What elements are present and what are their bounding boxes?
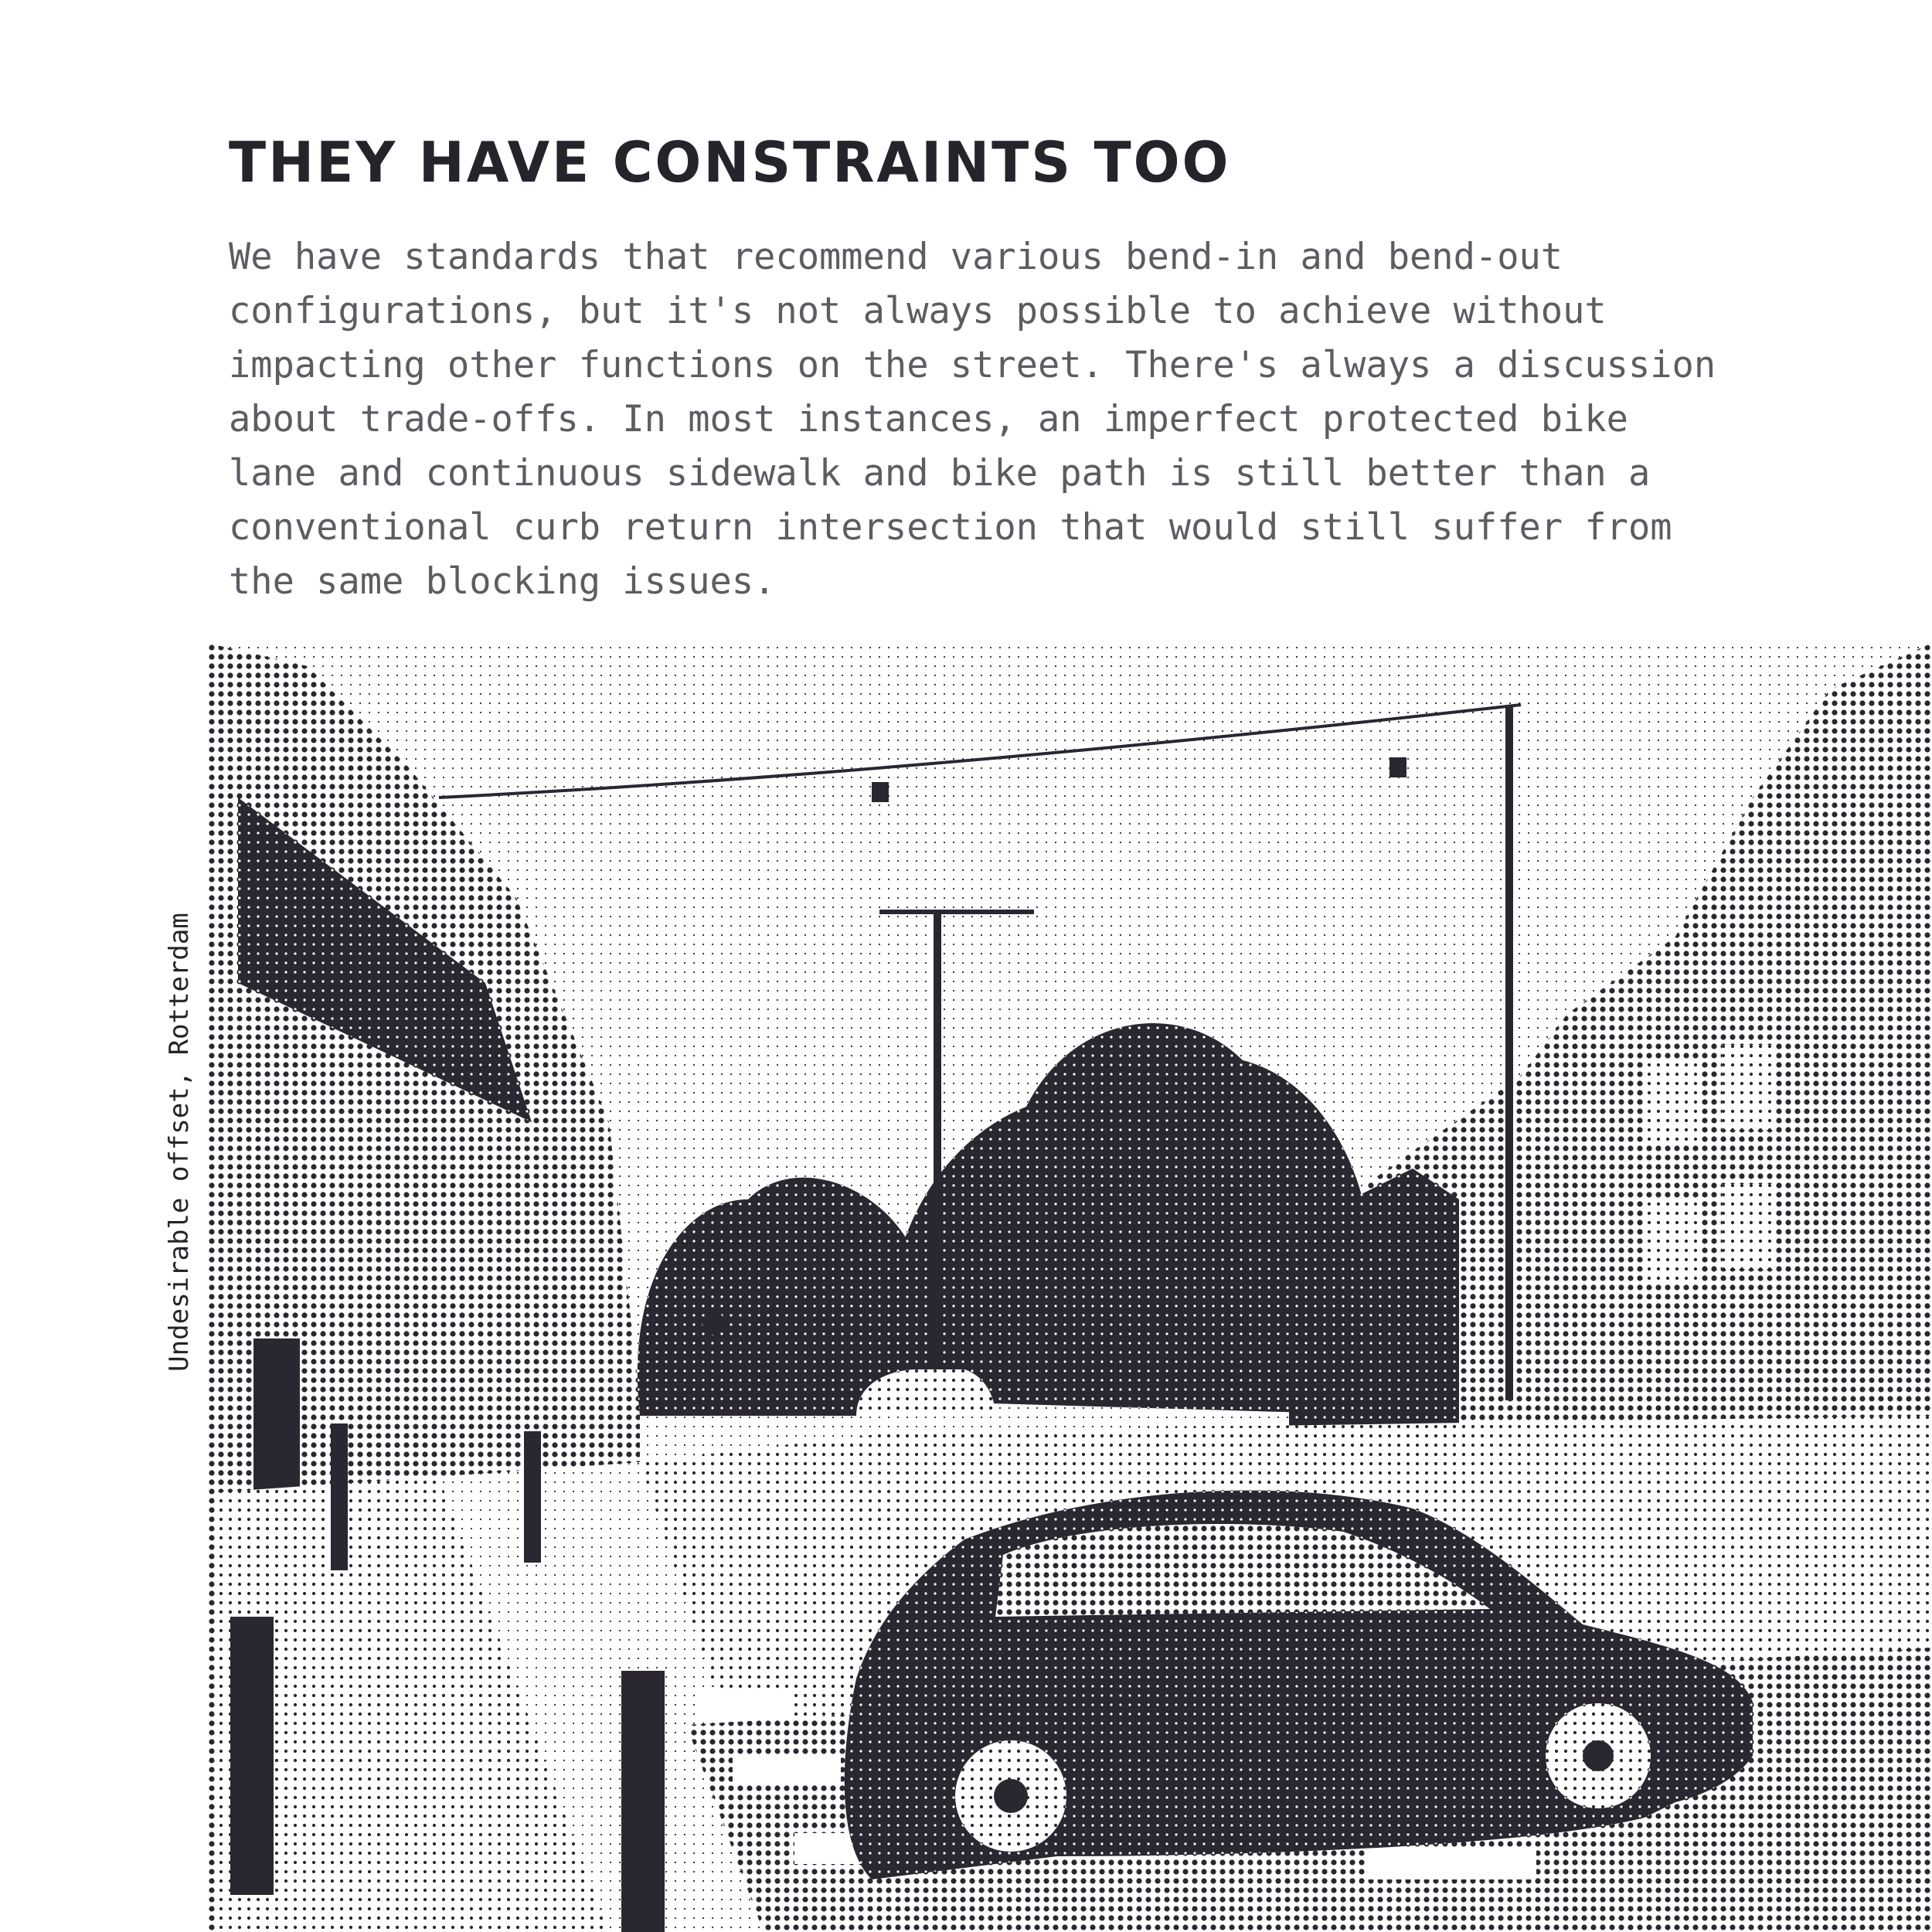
street-photo-illustration	[207, 643, 1932, 1932]
body-line: configurations, but it's not always possible to achieve without	[229, 290, 1607, 332]
street-light-pole	[1505, 705, 1513, 1400]
street-photo	[207, 643, 1932, 1932]
cyclist	[702, 1311, 724, 1335]
body-line: lane and continuous sidewalk and bike path is still better than a	[229, 452, 1651, 495]
page-heading: THEY HAVE CONSTRAINTS TOO	[229, 130, 1231, 195]
body-line: about trade-offs. In most instances, an imperfect protected bike	[229, 398, 1628, 440]
body-line: impacting other functions on the street. There's always a discussion	[229, 344, 1716, 386]
bollard	[230, 1617, 274, 1895]
street-light-pole	[934, 913, 941, 1416]
bollard	[524, 1431, 541, 1563]
body-line: conventional curb return intersection that would still suffer from	[229, 506, 1672, 549]
body-line: We have standards that recommend various bend-in and bend-out	[229, 236, 1563, 278]
bollard	[621, 1671, 665, 1932]
bollard	[331, 1423, 348, 1570]
photo-caption-text: Undesirable offset, Rotterdam	[164, 913, 195, 1372]
body-paragraph	[229, 230, 1716, 609]
body-line: the same blocking issues.	[229, 560, 776, 603]
